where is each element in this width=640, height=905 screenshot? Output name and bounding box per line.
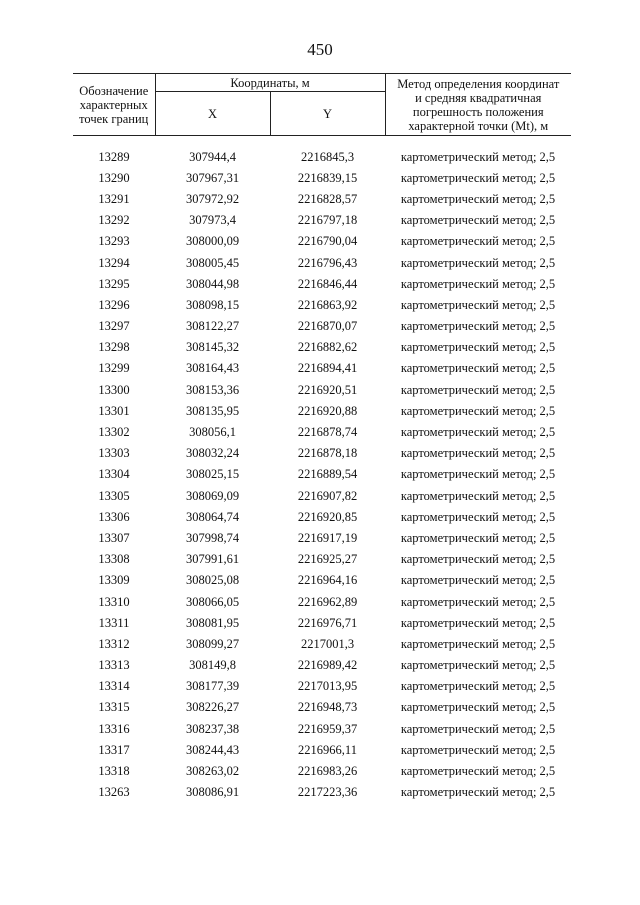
x-coordinate-cell: 308135,95 — [185, 403, 240, 418]
y-coordinate-cell: 2216989,42 — [297, 658, 358, 673]
y-coordinate-cell: 2216870,07 — [297, 319, 358, 334]
table-row — [73, 655, 571, 676]
method-cell: картометрический метод; 2,5 — [400, 615, 556, 630]
point-id-cell: 13308 — [98, 552, 130, 567]
method-cell: картометрический метод; 2,5 — [400, 213, 556, 228]
point-id-cell: 13302 — [98, 425, 130, 440]
point-id-cell: 13296 — [98, 297, 130, 312]
table-row — [73, 633, 571, 654]
point-id-cell: 13312 — [98, 636, 130, 651]
point-id-cell: 13315 — [98, 700, 130, 715]
point-id-cell: 13318 — [98, 764, 130, 779]
header-point-designation: Обозначение характерных точек границ — [73, 74, 155, 136]
x-coordinate-cell: 308064,74 — [185, 509, 240, 524]
table-row — [73, 506, 571, 527]
table-row — [73, 591, 571, 612]
method-cell: картометрический метод; 2,5 — [400, 658, 556, 673]
table-row — [73, 316, 571, 337]
method-cell: картометрический метод; 2,5 — [400, 403, 556, 418]
table-row — [73, 421, 571, 442]
method-cell: картометрический метод; 2,5 — [400, 721, 556, 736]
point-id-cell: 13292 — [98, 213, 130, 228]
x-coordinate-cell: 307967,31 — [185, 170, 240, 185]
table-row — [73, 549, 571, 570]
point-id-cell: 13306 — [98, 509, 130, 524]
method-cell: картометрический метод; 2,5 — [400, 297, 556, 312]
table-row — [73, 443, 571, 464]
point-id-cell: 13289 — [98, 149, 130, 164]
x-coordinate-cell: 307991,61 — [185, 552, 240, 567]
point-id-cell: 13298 — [98, 340, 130, 355]
table-row — [73, 210, 571, 231]
x-coordinate-cell: 307998,74 — [185, 530, 240, 545]
y-coordinate-cell: 2216962,89 — [297, 594, 358, 609]
table-header — [73, 74, 571, 136]
x-coordinate-cell: 308066,05 — [185, 594, 240, 609]
x-coordinate-cell: 308177,39 — [185, 679, 240, 694]
point-id-cell: 13307 — [98, 530, 130, 545]
point-id-cell: 13316 — [98, 721, 130, 736]
method-cell: картометрический метод; 2,5 — [400, 319, 556, 334]
x-coordinate-cell: 308044,98 — [185, 276, 240, 291]
y-coordinate-cell: 2216845,3 — [300, 149, 355, 164]
table-row — [73, 676, 571, 697]
x-coordinate-cell: 308237,38 — [185, 721, 240, 736]
y-coordinate-cell: 2216889,54 — [297, 467, 358, 482]
y-coordinate-cell: 2216878,18 — [297, 446, 358, 461]
method-cell: картометрический метод; 2,5 — [400, 446, 556, 461]
table-row — [73, 718, 571, 739]
y-coordinate-cell: 2216925,27 — [297, 552, 358, 567]
method-cell: картометрический метод; 2,5 — [400, 636, 556, 651]
table-row — [73, 188, 571, 209]
point-id-cell: 13299 — [98, 361, 130, 376]
point-id-cell: 13310 — [98, 594, 130, 609]
point-id-cell: 13313 — [98, 658, 130, 673]
y-coordinate-cell: 2216920,88 — [297, 403, 358, 418]
x-coordinate-cell: 308056,1 — [189, 425, 236, 440]
x-coordinate-cell: 307973,4 — [189, 213, 236, 228]
y-coordinate-cell: 2216894,41 — [297, 361, 358, 376]
header-y: Y — [270, 92, 385, 136]
x-coordinate-cell: 308244,43 — [185, 742, 240, 757]
x-coordinate-cell: 308164,43 — [185, 361, 240, 376]
table-row — [73, 252, 571, 273]
table-row — [73, 782, 571, 803]
point-id-cell: 13290 — [98, 170, 130, 185]
table-row — [73, 273, 571, 294]
method-cell: картометрический метод; 2,5 — [400, 340, 556, 355]
x-coordinate-cell: 308025,08 — [185, 573, 240, 588]
y-coordinate-cell: 2216964,16 — [297, 573, 358, 588]
x-coordinate-cell: 308098,15 — [185, 297, 240, 312]
method-cell: картометрический метод; 2,5 — [400, 361, 556, 376]
header-method: Метод определения координат и средняя квадратичная погрешность положения характерной точки (Mt), м — [385, 74, 571, 136]
y-coordinate-cell: 2217013,95 — [297, 679, 358, 694]
method-cell: картометрический метод; 2,5 — [400, 255, 556, 270]
y-coordinate-cell: 2216863,92 — [297, 297, 358, 312]
x-coordinate-cell: 308086,91 — [185, 785, 240, 800]
x-coordinate-cell: 308145,32 — [185, 340, 240, 355]
x-coordinate-cell: 307944,4 — [189, 149, 236, 164]
point-id-cell: 13263 — [98, 785, 130, 800]
point-id-cell: 13293 — [98, 234, 130, 249]
table-row — [73, 485, 571, 506]
x-coordinate-cell: 308000,09 — [185, 234, 240, 249]
method-cell: картометрический метод; 2,5 — [400, 488, 556, 503]
y-coordinate-cell: 2216797,18 — [297, 213, 358, 228]
x-coordinate-cell: 308263,02 — [185, 764, 240, 779]
x-coordinate-cell: 308153,36 — [185, 382, 240, 397]
method-cell: картометрический метод; 2,5 — [400, 234, 556, 249]
point-id-cell: 13311 — [98, 615, 130, 630]
method-cell: картометрический метод; 2,5 — [400, 742, 556, 757]
point-id-cell: 13300 — [98, 382, 130, 397]
y-coordinate-cell: 2217001,3 — [300, 636, 355, 651]
y-coordinate-cell: 2216846,44 — [297, 276, 358, 291]
y-coordinate-cell: 2216983,26 — [297, 764, 358, 779]
table-row — [73, 760, 571, 781]
x-coordinate-cell: 308032,24 — [185, 446, 240, 461]
point-id-cell: 13304 — [98, 467, 130, 482]
table-row — [73, 136, 571, 168]
y-coordinate-cell: 2216878,74 — [297, 425, 358, 440]
table-row — [73, 294, 571, 315]
method-cell: картометрический метод; 2,5 — [400, 785, 556, 800]
y-coordinate-cell: 2216966,11 — [298, 742, 357, 757]
method-cell: картометрический метод; 2,5 — [400, 509, 556, 524]
y-coordinate-cell: 2216920,51 — [297, 382, 358, 397]
method-cell: картометрический метод; 2,5 — [400, 170, 556, 185]
y-coordinate-cell: 2216796,43 — [297, 255, 358, 270]
y-coordinate-cell: 2216920,85 — [297, 509, 358, 524]
table-row — [73, 527, 571, 548]
x-coordinate-cell: 308069,09 — [185, 488, 240, 503]
point-id-cell: 13314 — [98, 679, 130, 694]
method-cell: картометрический метод; 2,5 — [400, 382, 556, 397]
header-x: X — [155, 92, 270, 136]
x-coordinate-cell: 308099,27 — [185, 636, 240, 651]
y-coordinate-cell: 2216976,71 — [297, 615, 358, 630]
point-id-cell: 13303 — [98, 446, 130, 461]
x-coordinate-cell: 308122,27 — [185, 319, 240, 334]
y-coordinate-cell: 2216917,19 — [297, 530, 358, 545]
x-coordinate-cell: 308226,27 — [185, 700, 240, 715]
table-body — [73, 136, 571, 803]
table-row — [73, 358, 571, 379]
point-id-cell: 13317 — [98, 742, 130, 757]
y-coordinate-cell: 2216828,57 — [297, 191, 358, 206]
point-id-cell: 13294 — [98, 255, 130, 270]
table-row — [73, 570, 571, 591]
method-cell: картометрический метод; 2,5 — [400, 191, 556, 206]
table-row — [73, 697, 571, 718]
point-id-cell: 13309 — [98, 573, 130, 588]
method-cell: картометрический метод; 2,5 — [400, 276, 556, 291]
point-id-cell: 13305 — [98, 488, 130, 503]
x-coordinate-cell: 308081,95 — [185, 615, 240, 630]
table-row — [73, 379, 571, 400]
method-cell: картометрический метод; 2,5 — [400, 573, 556, 588]
table-row — [73, 167, 571, 188]
method-cell: картометрический метод; 2,5 — [400, 467, 556, 482]
y-coordinate-cell: 2216948,73 — [297, 700, 358, 715]
y-coordinate-cell: 2216790,04 — [297, 234, 358, 249]
method-cell: картометрический метод; 2,5 — [400, 700, 556, 715]
point-id-cell: 13291 — [98, 191, 130, 206]
method-cell: картометрический метод; 2,5 — [400, 679, 556, 694]
y-coordinate-cell: 2216907,82 — [297, 488, 358, 503]
coordinates-table — [73, 73, 571, 803]
table-row — [73, 464, 571, 485]
page-number: 450 — [307, 40, 333, 59]
y-coordinate-cell: 2216959,37 — [297, 721, 358, 736]
method-cell: картометрический метод; 2,5 — [400, 552, 556, 567]
method-cell: картометрический метод; 2,5 — [400, 764, 556, 779]
table-row — [73, 612, 571, 633]
y-coordinate-cell: 2216839,15 — [297, 170, 358, 185]
method-cell: картометрический метод; 2,5 — [400, 530, 556, 545]
point-id-cell: 13297 — [98, 319, 130, 334]
x-coordinate-cell: 308149,8 — [189, 658, 236, 673]
x-coordinate-cell: 308005,45 — [185, 255, 240, 270]
x-coordinate-cell: 308025,15 — [185, 467, 240, 482]
y-coordinate-cell: 2216882,62 — [297, 340, 358, 355]
x-coordinate-cell: 307972,92 — [185, 191, 240, 206]
y-coordinate-cell: 2217223,36 — [297, 785, 358, 800]
table-row — [73, 337, 571, 358]
table-row — [73, 231, 571, 252]
method-cell: картометрический метод; 2,5 — [400, 594, 556, 609]
table-row — [73, 739, 571, 760]
table-row — [73, 400, 571, 421]
header-coordinates: Координаты, м — [155, 74, 385, 92]
method-cell: картометрический метод; 2,5 — [400, 149, 556, 164]
point-id-cell: 13295 — [98, 276, 130, 291]
point-id-cell: 13301 — [98, 403, 130, 418]
method-cell: картометрический метод; 2,5 — [400, 425, 556, 440]
